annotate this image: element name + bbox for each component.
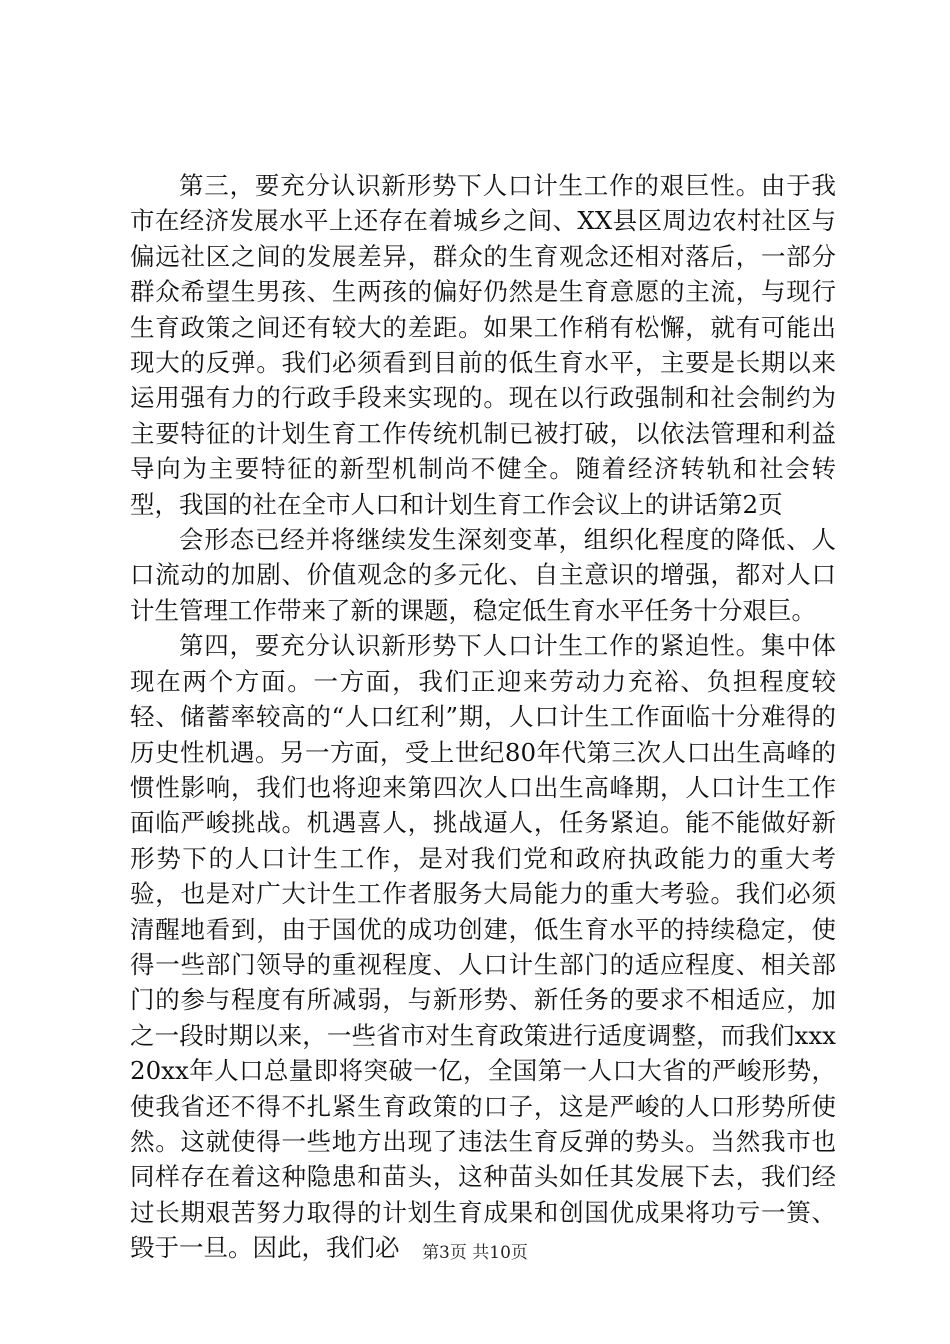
- paragraph-fourth-point: 第四，要充分认识新形势下人口计生工作的紧迫性。集中体现在两个方面。一方面，我们正迎来劳动力充裕、负担程度较轻、储蓄率较高的“人口红利”期，人口计生工作面临十分难得的历史性机遇。另一方面，受上世纪80年代第三次人口出生高峰的惯性影响，我们也将迎来第四次人口出生高峰期，人口计生工作面临严峻挑战。机遇喜人，挑战逼人，任务紧迫。能不能做好新形势下的人口计生工作，是对我们党和政府执政能力的重大考验，也是对广大计生工作者服务大局能力的重大考验。我们必须清醒地看到，由于国优的成功创建，低生育水平的持续稳定，使得一些部门领导的重视程度、人口计生部门的适应程度、相关部门的参与程度有所减弱，与新形势、新任务的要求不相适应，加之一段时期以来，一些省市对生育政策进行适度调整，而我们xxx20xx年人口总量即将突破一亿，全国第一人口大省的严峻形势，使我省还不得不扎紧生育政策的口子，这是严峻的人口形势所使然。这就使得一些地方出现了违法生育反弹的势头。当然我市也同样存在着这种隐患和苗头，这种苗头如任其发展下去，我们经过长期艰苦努力取得的计划生育成果和创国优成果将功亏一篑、毁于一旦。因此，我们必: [130, 631, 836, 1263]
- paragraph-continuation: 会形态已经并将继续发生深刻变革，组织化程度的降低、人口流动的加剧、价值观念的多元化、自主意识的增强，都对人口计生管理工作带来了新的课题，稳定低生育水平任务十分艰巨。: [130, 525, 836, 625]
- page-footer: 第3页 共10页: [422, 1243, 528, 1263]
- document-body: [130, 168, 836, 1266]
- paragraph-third-point: 第三，要充分认识新形势下人口计生工作的艰巨性。由于我市在经济发展水平上还存在着城乡之间、XX县区周边农村社区与偏远社区之间的发展差异，群众的生育观念还相对落后，一部分群众希望生男孩、生两孩的偏好仍然是生育意愿的主流，与现行生育政策之间还有较大的差距。如果工作稍有松懈，就有可能出现大的反弹。我们必须看到目前的低生育水平，主要是长期以来运用强有力的行政手段来实现的。现在以行政强制和社会制约为主要特征的计划生育工作传统机制已被打破，以依法管理和利益导向为主要特征的新型机制尚不健全。随着经济转轨和社会转型，我国的社在全市人口和计划生育工作会议上的讲话第2页: [130, 171, 836, 519]
